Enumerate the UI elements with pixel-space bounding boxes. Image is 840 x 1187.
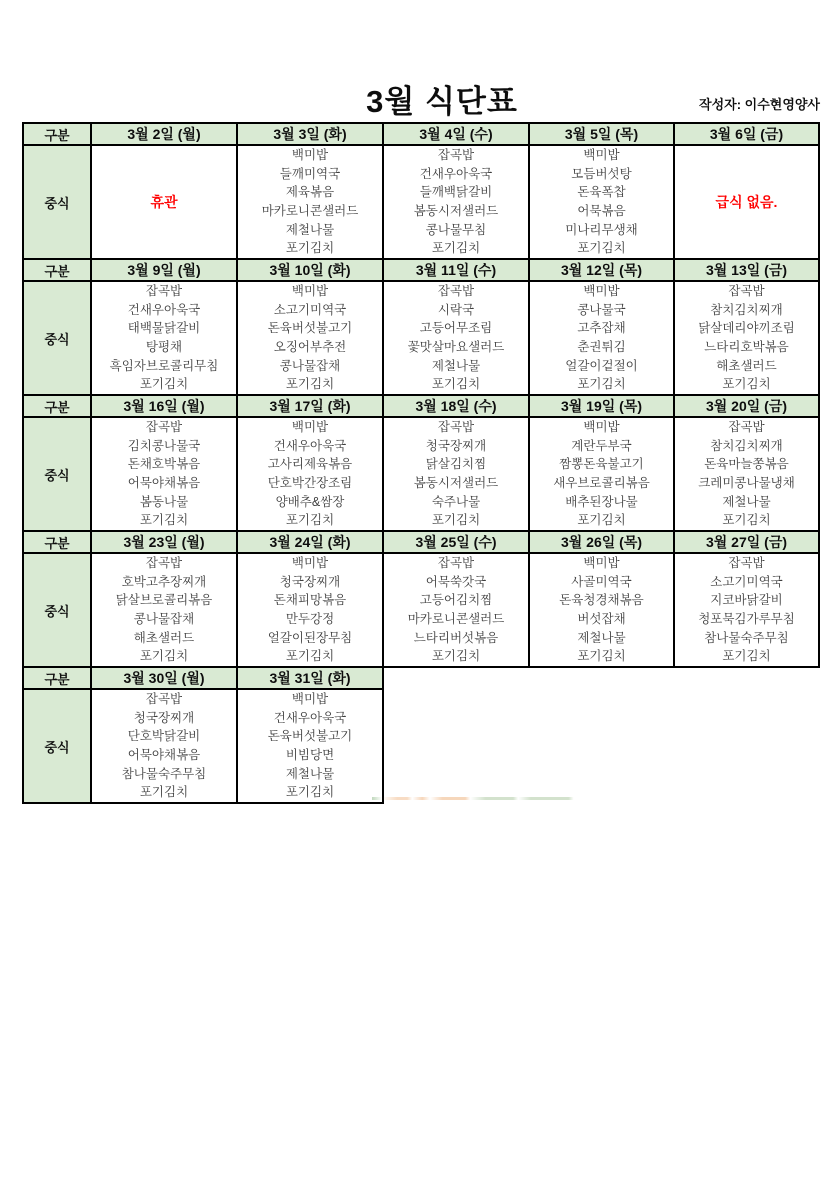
menu-item: 시락국: [437, 302, 475, 317]
menu-item: 포기김치: [139, 513, 189, 528]
menu-item: 느타리버섯볶음: [413, 630, 499, 645]
division-header-cell: 구분: [23, 667, 91, 689]
menu-cell: [91, 689, 237, 803]
menu-item: 단호박닭갈비: [127, 729, 201, 744]
date-header-cell: 3월 27일 (금): [674, 531, 819, 553]
menu-item: 봄동시저샐러드: [413, 204, 499, 218]
menu-item: 포기김치: [431, 649, 481, 664]
menu-item: 잡곡밥: [437, 284, 475, 299]
menu-item: 백미밥: [291, 148, 329, 163]
menu-item: 어묵볶음: [577, 204, 626, 218]
menu-item: 소고기미역국: [710, 574, 783, 589]
menu-cell: [674, 417, 819, 531]
menu-item: 크레미콩나물냉채: [698, 476, 795, 490]
menu-item: 꽃맛살마요샐러드: [407, 340, 505, 354]
menu-item: 포기김치: [722, 377, 771, 392]
date-header-cell: 3월 11일 (수): [383, 259, 529, 281]
menu-item: 잡곡밥: [728, 420, 765, 435]
menu-cell: [237, 145, 383, 259]
empty-cell: [383, 667, 529, 689]
date-header-cell: 3월 20일 (금): [674, 395, 819, 417]
notice-text: 급식 없음.: [715, 194, 778, 210]
menu-item: 콩나물잡채: [133, 612, 195, 626]
menu-item: 돈육버섯불고기: [267, 729, 353, 744]
menu-item: 양배추&쌈장: [275, 494, 345, 509]
menu-item: 잡곡밥: [145, 556, 183, 571]
date-header-cell: 3월 17일 (화): [237, 395, 383, 417]
menu-cell: [237, 281, 383, 395]
menu-item: 참치김치찌개: [710, 302, 783, 317]
notice-text: 휴관: [150, 194, 178, 210]
division-header-cell: 구분: [23, 395, 91, 417]
menu-item: 지코바닭갈비: [710, 593, 783, 608]
menu-item: 포기김치: [722, 513, 771, 528]
menu-item: 들깨미역국: [279, 166, 341, 181]
date-header-cell: 3월 25일 (수): [383, 531, 529, 553]
menu-item: 어묵쑥갓국: [425, 574, 487, 589]
menu-item: 포기김치: [431, 377, 481, 392]
menu-item: 포기김치: [577, 377, 626, 392]
menu-item: 청국장찌개: [425, 438, 487, 453]
lunch-label-cell: 중식: [23, 417, 91, 531]
menu-item: 포기김치: [285, 785, 335, 800]
week-2-lunch-row: [23, 281, 819, 395]
menu-item: 봄동나물: [139, 494, 189, 509]
menu-item: 돈채호박볶음: [127, 457, 201, 472]
menu-item: 봄동시저샐러드: [413, 476, 499, 490]
menu-item: 백미밥: [291, 420, 329, 435]
lunch-label-cell: 중식: [23, 553, 91, 667]
menu-item: 마카로니콘샐러드: [261, 204, 359, 218]
menu-item: 포기김치: [285, 377, 335, 392]
menu-item: 백미밥: [291, 284, 329, 299]
menu-item: 고등어김치찜: [419, 593, 493, 608]
menu-item: 백미밥: [583, 284, 620, 299]
menu-item: 닭살데리야끼조림: [698, 321, 795, 336]
menu-cell: [383, 145, 529, 259]
menu-cell: [529, 281, 674, 395]
page-title: 3월 식단표: [366, 84, 518, 119]
division-header-cell: 구분: [23, 531, 91, 553]
menu-item: 얼갈이된장무침: [267, 630, 353, 645]
menu-cell: [237, 689, 383, 803]
menu-item: 제철나물: [285, 222, 335, 237]
menu-cell: [383, 553, 529, 667]
menu-item: 돈육마늘쫑볶음: [704, 457, 789, 472]
date-header-cell: 3월 31일 (화): [237, 667, 383, 689]
menu-item: 잡곡밥: [728, 284, 765, 299]
week-5-header-row: [23, 667, 819, 689]
menu-item: 백미밥: [291, 556, 329, 571]
menu-item: 건새우아욱국: [127, 302, 201, 317]
lunch-label-cell: 중식: [23, 689, 91, 803]
menu-item: 숙주나물: [431, 494, 481, 509]
empty-cell: [674, 689, 819, 803]
menu-item: 포기김치: [285, 649, 335, 664]
menu-item: 포기김치: [139, 785, 189, 800]
menu-item: 포기김치: [577, 241, 626, 256]
menu-item: 사골미역국: [571, 574, 632, 589]
menu-item: 포기김치: [285, 513, 335, 528]
menu-item: 포기김치: [577, 513, 626, 528]
menu-item: 탕평채: [145, 340, 183, 354]
menu-item: 계란두부국: [571, 438, 632, 453]
date-header-cell: 3월 23일 (월): [91, 531, 237, 553]
menu-item: 돈채피망볶음: [273, 593, 347, 608]
menu-cell: [674, 145, 819, 259]
empty-cell: [674, 667, 819, 689]
menu-cell: [529, 417, 674, 531]
menu-item: 제철나물: [431, 358, 481, 373]
date-header-cell: 3월 13일 (금): [674, 259, 819, 281]
date-header-cell: 3월 18일 (수): [383, 395, 529, 417]
menu-item: 제철나물: [285, 766, 335, 781]
menu-item: 해초샐러드: [133, 630, 195, 645]
menu-item: 배추된장나물: [565, 494, 638, 509]
menu-item: 김치콩나물국: [127, 438, 201, 453]
date-header-cell: 3월 10일 (화): [237, 259, 383, 281]
menu-item: 잡곡밥: [437, 148, 475, 163]
menu-cell: [91, 417, 237, 531]
menu-item: 호박고추장찌개: [121, 574, 207, 589]
menu-item: 건새우아욱국: [273, 438, 347, 453]
date-header-cell: 3월 9일 (월): [91, 259, 237, 281]
menu-item: 돈육폭찹: [577, 185, 626, 200]
menu-item: 미나리무생채: [565, 222, 638, 237]
menu-cell: [91, 553, 237, 667]
menu-item: 잡곡밥: [145, 284, 183, 299]
menu-item: 들깨백닭갈비: [419, 185, 493, 200]
menu-cell: [237, 553, 383, 667]
menu-item: 어묵야채볶음: [127, 748, 201, 762]
menu-item: 버섯잡채: [577, 612, 626, 626]
division-header-cell: 구분: [23, 259, 91, 281]
week-3-header-row: [23, 395, 819, 417]
menu-item: 제육볶음: [285, 185, 335, 200]
menu-item: 얼갈이겉절이: [565, 358, 638, 373]
menu-item: 포기김치: [431, 241, 481, 256]
menu-item: 백미밥: [583, 556, 620, 571]
date-header-cell: 3월 16일 (월): [91, 395, 237, 417]
menu-item: 참나물숙주무침: [121, 766, 207, 781]
week-4-header-row: [23, 531, 819, 553]
menu-item: 포기김치: [285, 241, 335, 256]
menu-item: 닭살김치찜: [425, 457, 487, 472]
menu-cell: [237, 417, 383, 531]
menu-item: 고추잡채: [577, 321, 626, 336]
menu-item: 어묵야채볶음: [127, 476, 201, 490]
menu-cell: [674, 281, 819, 395]
author-label: 작성자: 이수현영양사: [699, 97, 820, 112]
menu-item: 흑임자브로콜리무침: [109, 358, 219, 373]
menu-item: 잡곡밥: [145, 420, 183, 435]
menu-cell: [674, 553, 819, 667]
menu-item: 만두강정: [285, 612, 335, 626]
menu-item: 콩나물잡채: [279, 358, 341, 373]
menu-cell: [529, 145, 674, 259]
date-header-cell: 3월 4일 (수): [383, 123, 529, 145]
menu-item: 잡곡밥: [437, 556, 475, 571]
date-header-cell: 3월 19일 (목): [529, 395, 674, 417]
week-4-lunch-row: [23, 553, 819, 667]
date-header-cell: 3월 24일 (화): [237, 531, 383, 553]
menu-cell: [91, 145, 237, 259]
menu-item: 잡곡밥: [437, 420, 475, 435]
date-header-cell: 3월 3일 (화): [237, 123, 383, 145]
menu-item: 포기김치: [139, 649, 189, 664]
scan-artifact-smudge: [372, 797, 624, 800]
menu-item: 돈육청경채볶음: [559, 593, 644, 608]
empty-cell: [529, 689, 674, 803]
menu-item: 콩나물국: [577, 302, 626, 317]
menu-item: 돈육버섯불고기: [267, 321, 353, 336]
menu-item: 태백물닭갈비: [127, 321, 201, 336]
menu-item: 소고기미역국: [273, 302, 347, 317]
week-2-header-row: [23, 259, 819, 281]
date-header-cell: 3월 12일 (목): [529, 259, 674, 281]
menu-item: 고등어무조림: [419, 321, 493, 336]
menu-item: 제철나물: [722, 494, 771, 509]
menu-item: 닭살브로콜리볶음: [115, 593, 213, 608]
empty-cell: [529, 667, 674, 689]
menu-item: 단호박간장조림: [267, 476, 353, 490]
menu-item: 잡곡밥: [728, 556, 765, 571]
menu-item: 새우브로콜리볶음: [553, 476, 650, 490]
menu-item: 모듬버섯탕: [571, 166, 632, 181]
menu-item: 백미밥: [583, 148, 620, 163]
menu-cell: [383, 281, 529, 395]
menu-item: 참나물숙주무침: [704, 630, 789, 645]
menu-item: 포기김치: [577, 649, 626, 664]
lunch-label-cell: 중식: [23, 281, 91, 395]
menu-cell: [383, 417, 529, 531]
division-header-cell: 구분: [23, 123, 91, 145]
menu-item: 마카로니콘샐러드: [407, 612, 505, 626]
menu-item: 해초샐러드: [716, 358, 777, 373]
menu-item: 건새우아욱국: [273, 710, 347, 725]
menu-item: 느타리호박볶음: [704, 340, 789, 354]
date-header-cell: 3월 30일 (월): [91, 667, 237, 689]
menu-item: 청국장찌개: [133, 710, 195, 725]
week-3-lunch-row: [23, 417, 819, 531]
menu-item: 콩나물무침: [425, 222, 487, 237]
menu-item: 춘권튀김: [577, 340, 626, 354]
menu-item: 청포묵김가루무침: [698, 612, 795, 626]
menu-item: 백미밥: [291, 692, 329, 707]
menu-item: 짬뽕돈육불고기: [559, 457, 644, 472]
meal-plan-table: [22, 122, 820, 804]
menu-item: 제철나물: [577, 630, 626, 645]
menu-item: 잡곡밥: [145, 692, 183, 707]
date-header-cell: 3월 2일 (월): [91, 123, 237, 145]
menu-cell: [91, 281, 237, 395]
date-header-cell: 3월 5일 (목): [529, 123, 674, 145]
week-1-header-row: [23, 123, 819, 145]
date-header-cell: 3월 26일 (목): [529, 531, 674, 553]
menu-item: 청국장찌개: [279, 574, 341, 589]
menu-item: 비빔당면: [285, 748, 335, 762]
empty-cell: [383, 689, 529, 803]
menu-item: 오징어부추전: [273, 340, 347, 354]
menu-item: 포기김치: [431, 513, 481, 528]
week-5-lunch-row: [23, 689, 819, 803]
menu-item: 건새우아욱국: [419, 166, 493, 181]
week-1-lunch-row: [23, 145, 819, 259]
lunch-label-cell: 중식: [23, 145, 91, 259]
menu-item: 참치김치찌개: [710, 438, 783, 453]
date-header-cell: 3월 6일 (금): [674, 123, 819, 145]
menu-item: 백미밥: [583, 420, 620, 435]
menu-item: 고사리제육볶음: [267, 457, 353, 472]
menu-cell: [529, 553, 674, 667]
menu-item: 포기김치: [722, 649, 771, 664]
menu-item: 포기김치: [139, 377, 189, 392]
